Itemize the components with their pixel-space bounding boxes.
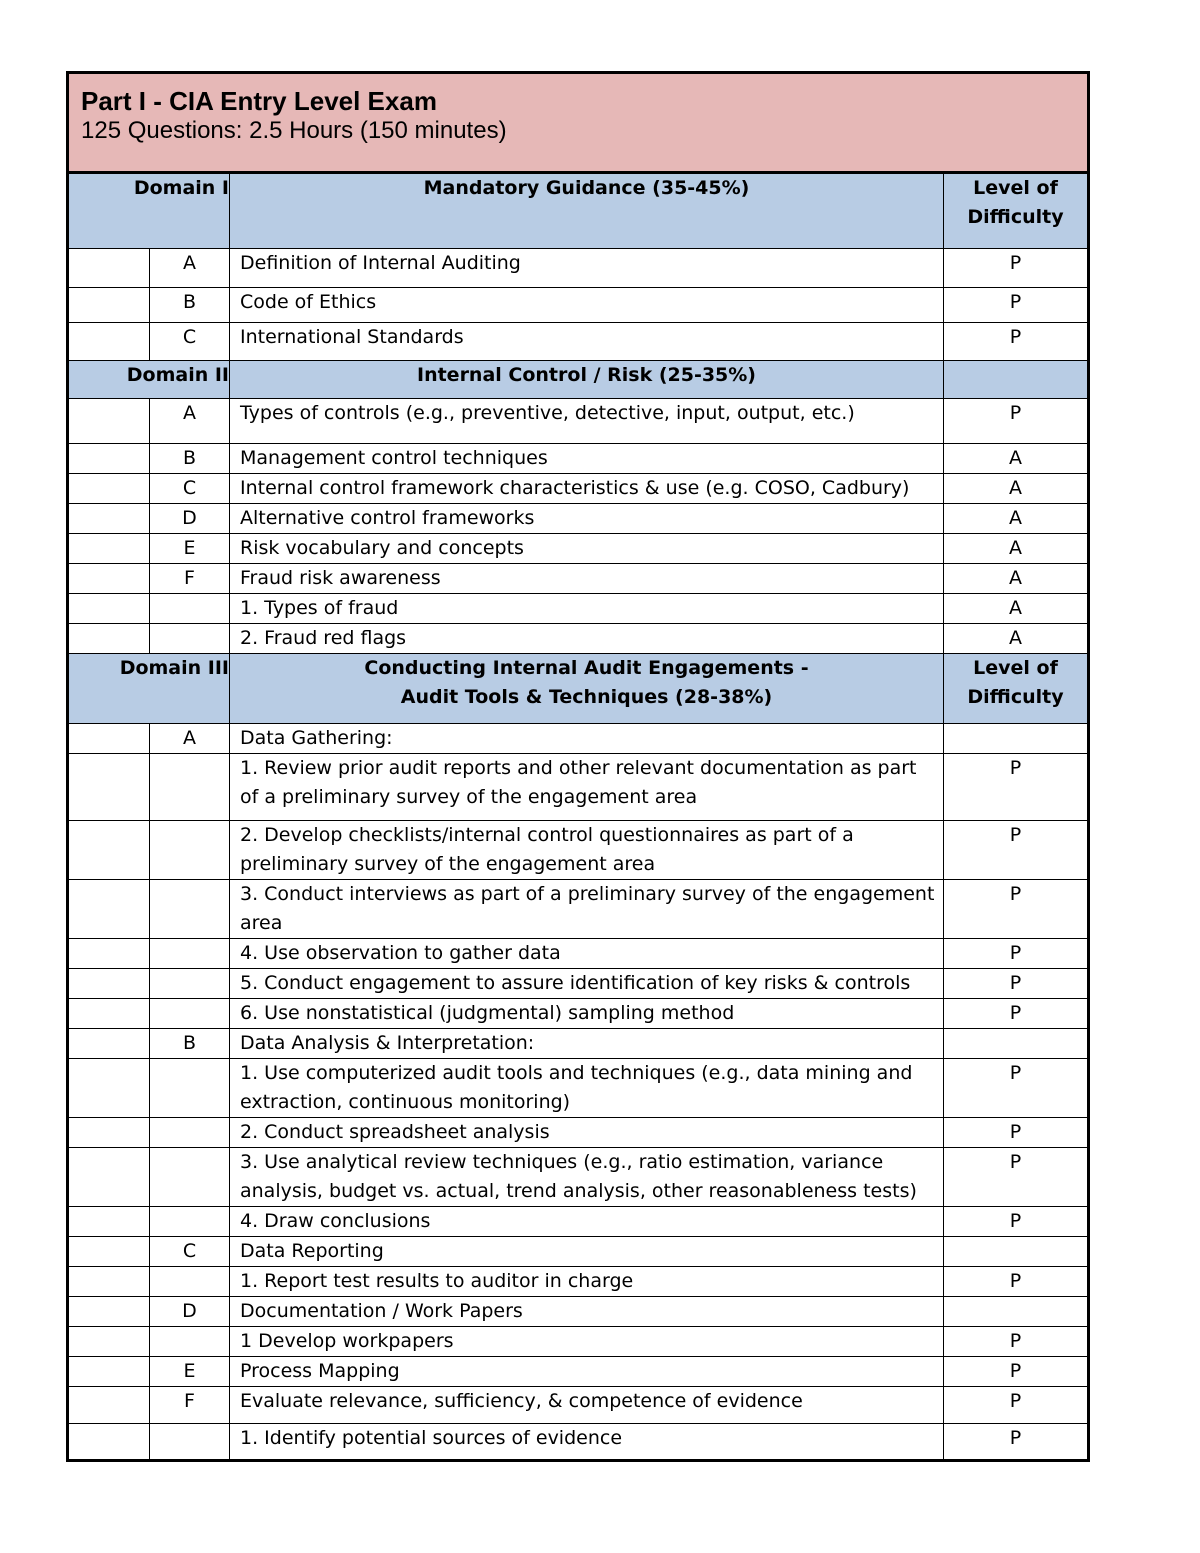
outline-row — [68, 1118, 1089, 1148]
item-level: P — [944, 1148, 1089, 1207]
indent-cell — [68, 1029, 150, 1059]
item-level: P — [944, 999, 1089, 1029]
indent-cell — [68, 1387, 150, 1424]
item-text: 2. Fraud red flags — [230, 624, 944, 654]
outline-row — [68, 534, 1089, 564]
item-text: Alternative control frameworks — [230, 504, 944, 534]
item-text: Documentation / Work Papers — [230, 1297, 944, 1327]
indent-cell — [68, 594, 150, 624]
indent-cell — [68, 1327, 150, 1357]
indent-cell — [68, 724, 150, 754]
outline-row — [68, 1029, 1089, 1059]
title-row — [68, 73, 1089, 173]
item-code: B — [150, 288, 230, 323]
item-level: P — [944, 1357, 1089, 1387]
exam-title: Part I - CIA Entry Level Exam — [81, 86, 437, 116]
outline-row — [68, 724, 1089, 754]
item-level: A — [944, 474, 1089, 504]
outline-row — [68, 999, 1089, 1029]
item-level: P — [944, 1327, 1089, 1357]
item-level: A — [944, 564, 1089, 594]
item-level: P — [944, 1387, 1089, 1424]
item-text: Risk vocabulary and concepts — [230, 534, 944, 564]
domain-label: Domain III — [68, 654, 230, 724]
item-text: 5. Conduct engagement to assure identification of key risks & controls — [230, 969, 944, 999]
domain-header-row — [68, 654, 1089, 724]
item-text: Evaluate relevance, sufficiency, & competence of evidence — [230, 1387, 944, 1424]
item-code: E — [150, 1357, 230, 1387]
item-text: 3. Conduct interviews as part of a preliminary survey of the engagement area — [230, 880, 944, 939]
outline-row — [68, 249, 1089, 288]
indent-cell — [68, 1207, 150, 1237]
item-code: A — [150, 724, 230, 754]
outline-row — [68, 969, 1089, 999]
outline-row — [68, 1267, 1089, 1297]
outline-row — [68, 1148, 1089, 1207]
item-code — [150, 1327, 230, 1357]
item-code — [150, 939, 230, 969]
item-code — [150, 969, 230, 999]
item-level: P — [944, 1118, 1089, 1148]
item-text: Definition of Internal Auditing — [230, 249, 944, 288]
item-code — [150, 821, 230, 880]
outline-row — [68, 1327, 1089, 1357]
indent-cell — [68, 474, 150, 504]
item-level: A — [944, 534, 1089, 564]
outline-row — [68, 754, 1089, 821]
outline-row — [68, 939, 1089, 969]
indent-cell — [68, 323, 150, 361]
domain-title — [230, 654, 944, 724]
indent-cell — [68, 288, 150, 323]
domain-title — [230, 173, 944, 249]
item-text: 4. Use observation to gather data — [230, 939, 944, 969]
item-text: 2. Conduct spreadsheet analysis — [230, 1118, 944, 1148]
item-code: A — [150, 249, 230, 288]
item-level — [944, 1237, 1089, 1267]
difficulty-header — [944, 361, 1089, 399]
item-text: Internal control framework characteristics & use (e.g. COSO, Cadbury) — [230, 474, 944, 504]
indent-cell — [68, 1424, 150, 1461]
indent-cell — [68, 249, 150, 288]
item-text: 6. Use nonstatistical (judgmental) sampling method — [230, 999, 944, 1029]
item-level — [944, 1029, 1089, 1059]
item-code — [150, 754, 230, 821]
indent-cell — [68, 534, 150, 564]
indent-cell — [68, 564, 150, 594]
outline-row — [68, 504, 1089, 534]
domain-title-line: Internal Control / Risk (25-35%) — [417, 364, 756, 386]
domain-title-line: Mandatory Guidance (35-45%) — [423, 177, 750, 199]
item-text: Data Analysis & Interpretation: — [230, 1029, 944, 1059]
indent-cell — [68, 399, 150, 444]
outline-row — [68, 288, 1089, 323]
item-code: D — [150, 504, 230, 534]
item-text: 1. Report test results to auditor in charge — [230, 1267, 944, 1297]
item-level: A — [944, 444, 1089, 474]
domain-header-row — [68, 361, 1089, 399]
indent-cell — [68, 1297, 150, 1327]
item-text: Data Reporting — [230, 1237, 944, 1267]
item-text: Types of controls (e.g., preventive, detective, input, output, etc.) — [230, 399, 944, 444]
item-level: P — [944, 323, 1089, 361]
item-code — [150, 1118, 230, 1148]
domain-label: Domain II — [68, 361, 230, 399]
item-level — [944, 724, 1089, 754]
item-level: P — [944, 1267, 1089, 1297]
outline-row — [68, 594, 1089, 624]
item-code: C — [150, 1237, 230, 1267]
item-level: P — [944, 1424, 1089, 1461]
indent-cell — [68, 1267, 150, 1297]
outline-row — [68, 1357, 1089, 1387]
item-code — [150, 1148, 230, 1207]
outline-row — [68, 474, 1089, 504]
item-level: P — [944, 969, 1089, 999]
indent-cell — [68, 1059, 150, 1118]
item-text: 3. Use analytical review techniques (e.g., ratio estimation, variance analysis, budget vs. actual, trend analysis, other reasonableness tests) — [230, 1148, 944, 1207]
item-code: F — [150, 1387, 230, 1424]
item-text: 1 Develop workpapers — [230, 1327, 944, 1357]
indent-cell — [68, 1237, 150, 1267]
item-level: P — [944, 880, 1089, 939]
item-level: P — [944, 821, 1089, 880]
item-code — [150, 1424, 230, 1461]
item-text: 1. Identify potential sources of evidence — [230, 1424, 944, 1461]
item-level: A — [944, 624, 1089, 654]
outline-row — [68, 444, 1089, 474]
item-code: B — [150, 1029, 230, 1059]
indent-cell — [68, 1357, 150, 1387]
item-code: C — [150, 474, 230, 504]
indent-cell — [68, 880, 150, 939]
item-text: Fraud risk awareness — [230, 564, 944, 594]
item-text: Management control techniques — [230, 444, 944, 474]
item-text: Code of Ethics — [230, 288, 944, 323]
item-code: C — [150, 323, 230, 361]
item-level — [944, 1297, 1089, 1327]
indent-cell — [68, 969, 150, 999]
item-code — [150, 1207, 230, 1237]
item-text: 1. Use computerized audit tools and techniques (e.g., data mining and extraction, continuous monitoring) — [230, 1059, 944, 1118]
indent-cell — [68, 444, 150, 474]
outline-row — [68, 624, 1089, 654]
outline-row — [68, 1424, 1089, 1461]
item-text: Process Mapping — [230, 1357, 944, 1387]
domain-title — [230, 361, 944, 399]
item-code: A — [150, 399, 230, 444]
item-text: 1. Review prior audit reports and other relevant documentation as part of a preliminary survey of the engagement area — [230, 754, 944, 821]
item-code: B — [150, 444, 230, 474]
indent-cell — [68, 754, 150, 821]
outline-row — [68, 323, 1089, 361]
outline-row — [68, 1207, 1089, 1237]
outline-row — [68, 1387, 1089, 1424]
item-code — [150, 1267, 230, 1297]
item-level: P — [944, 288, 1089, 323]
item-code: D — [150, 1297, 230, 1327]
domain-header-row — [68, 173, 1089, 249]
item-text: International Standards — [230, 323, 944, 361]
item-level: P — [944, 1207, 1089, 1237]
item-code — [150, 999, 230, 1029]
item-text: 4. Draw conclusions — [230, 1207, 944, 1237]
item-level: P — [944, 399, 1089, 444]
exam-subtitle: 125 Questions: 2.5 Hours (150 minutes) — [81, 117, 507, 144]
indent-cell — [68, 821, 150, 880]
item-level: P — [944, 249, 1089, 288]
title-cell — [68, 73, 1089, 173]
item-code — [150, 880, 230, 939]
outline-row — [68, 821, 1089, 880]
item-level: P — [944, 754, 1089, 821]
domain-title-line: Audit Tools & Techniques (28-38%) — [400, 686, 773, 708]
difficulty-header — [944, 654, 1089, 724]
indent-cell — [68, 999, 150, 1029]
difficulty-header — [944, 173, 1089, 249]
indent-cell — [68, 1148, 150, 1207]
outline-row — [68, 1059, 1089, 1118]
item-code: E — [150, 534, 230, 564]
indent-cell — [68, 504, 150, 534]
item-text: 1. Types of fraud — [230, 594, 944, 624]
item-level: P — [944, 939, 1089, 969]
item-text: 2. Develop checklists/internal control questionnaires as part of a preliminary survey of the engagement area — [230, 821, 944, 880]
exam-outline-table — [66, 71, 1090, 1462]
difficulty-header-line: Level of — [973, 177, 1058, 199]
difficulty-header-line: Level of — [973, 657, 1058, 679]
item-code — [150, 594, 230, 624]
indent-cell — [68, 1118, 150, 1148]
outline-row — [68, 1237, 1089, 1267]
indent-cell — [68, 624, 150, 654]
domain-title-line: Conducting Internal Audit Engagements - — [364, 657, 809, 679]
indent-cell — [68, 939, 150, 969]
item-code — [150, 624, 230, 654]
outline-row — [68, 399, 1089, 444]
item-code: F — [150, 564, 230, 594]
item-level: P — [944, 1059, 1089, 1118]
outline-row — [68, 564, 1089, 594]
domain-label: Domain I — [68, 173, 230, 249]
item-text: Data Gathering: — [230, 724, 944, 754]
outline-row — [68, 880, 1089, 939]
item-level: A — [944, 594, 1089, 624]
outline-row — [68, 1297, 1089, 1327]
item-level: A — [944, 504, 1089, 534]
item-code — [150, 1059, 230, 1118]
difficulty-header-line: Difficulty — [967, 686, 1064, 708]
difficulty-header-line: Difficulty — [967, 206, 1064, 228]
